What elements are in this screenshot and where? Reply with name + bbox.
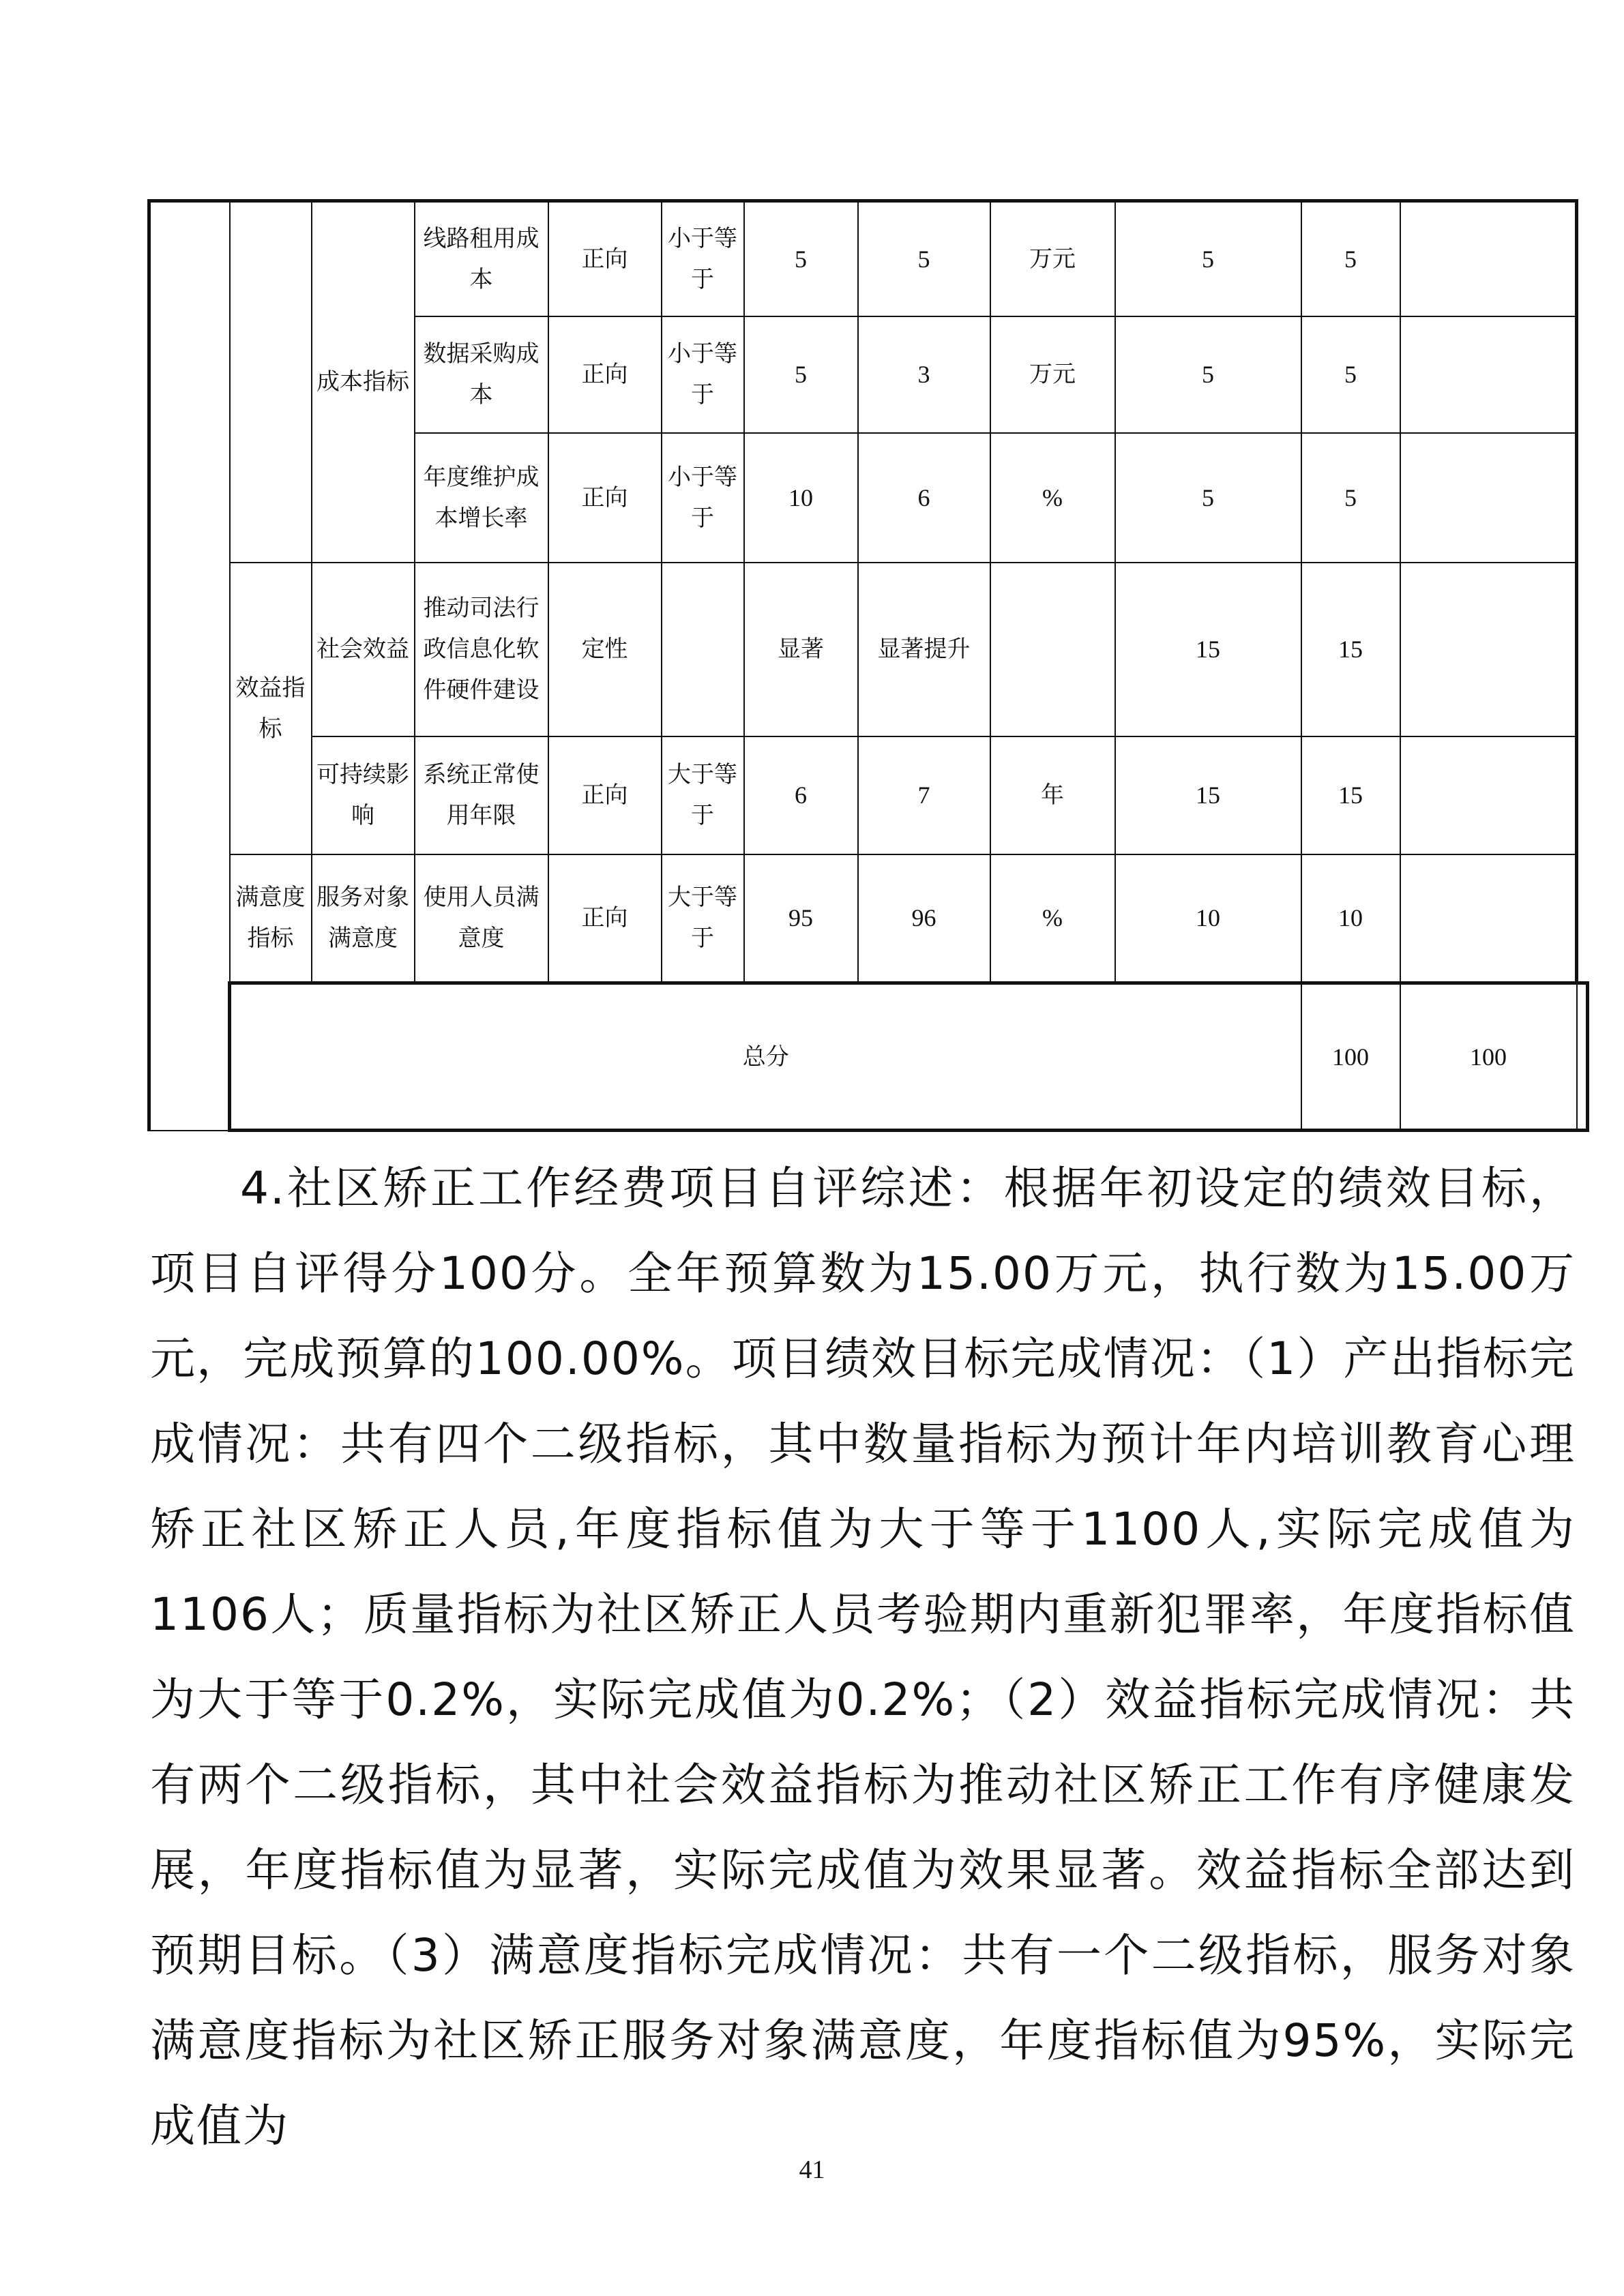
- indicator-comparator: 大于等于: [662, 854, 744, 983]
- level1-output-cell: [230, 201, 312, 563]
- weight: 5: [1115, 433, 1301, 563]
- table-row-total: [149, 983, 1588, 1131]
- level1-benefit-indicator: 效益指标: [230, 563, 312, 854]
- actual-value: 7: [858, 736, 990, 854]
- score: 5: [1301, 316, 1400, 433]
- actual-value: 96: [858, 854, 990, 983]
- actual-value: 显著提升: [858, 563, 990, 736]
- total-note: [1577, 983, 1588, 1131]
- actual-value: 5: [858, 201, 990, 316]
- note: [1400, 433, 1577, 563]
- table-row: [149, 736, 1588, 854]
- weight: 15: [1115, 736, 1301, 854]
- indicator-direction: 正向: [548, 316, 662, 433]
- level2-indicator: 可持续影响: [312, 736, 415, 854]
- actual-value: 3: [858, 316, 990, 433]
- indicator-name: 线路租用成本: [415, 201, 548, 316]
- indicator-name: 数据采购成本: [415, 316, 548, 433]
- indicator-comparator: 小于等于: [662, 201, 744, 316]
- level2-cost-indicator: 成本指标: [312, 201, 415, 563]
- level2-indicator: 服务对象满意度: [312, 854, 415, 983]
- page-number: 41: [799, 2156, 825, 2184]
- total-score: 100: [1400, 983, 1577, 1131]
- total-label: 总分: [230, 983, 1301, 1131]
- unit: 年: [990, 736, 1115, 854]
- note: [1400, 854, 1577, 983]
- unit: [990, 563, 1115, 736]
- level2-indicator: 社会效益: [312, 563, 415, 736]
- unit: %: [990, 433, 1115, 563]
- table-row: [149, 563, 1588, 736]
- indicator-comparator: 大于等于: [662, 736, 744, 854]
- note: [1400, 316, 1577, 433]
- weight: 5: [1115, 316, 1301, 433]
- weight: 15: [1115, 563, 1301, 736]
- indicator-direction: 定性: [548, 563, 662, 736]
- indicator-comparator: 小于等于: [662, 316, 744, 433]
- total-weight: 100: [1301, 983, 1400, 1131]
- unit: 万元: [990, 316, 1115, 433]
- note: [1400, 201, 1577, 316]
- score: 15: [1301, 736, 1400, 854]
- target-value: 5: [744, 201, 858, 316]
- indicator-name: 系统正常使用年限: [415, 736, 548, 854]
- indicator-name: 使用人员满意度: [415, 854, 548, 983]
- weight: 10: [1115, 854, 1301, 983]
- indicator-direction: 正向: [548, 201, 662, 316]
- target-value: 6: [744, 736, 858, 854]
- table-row: [149, 854, 1588, 983]
- indicator-direction: 正向: [548, 854, 662, 983]
- indicator-name: 推动司法行政信息化软件硬件建设: [415, 563, 548, 736]
- performance-indicator-table: [147, 199, 1589, 1132]
- level1-satisfaction-indicator: 满意度指标: [230, 854, 312, 983]
- indicator-comparator: 小于等于: [662, 433, 744, 563]
- score: 5: [1301, 201, 1400, 316]
- indicator-direction: 正向: [548, 736, 662, 854]
- level1-category-cell: [149, 201, 230, 1131]
- unit: 万元: [990, 201, 1115, 316]
- score: 10: [1301, 854, 1400, 983]
- project-self-evaluation-summary: 4.社区矫正工作经费项目自评综述：根据年初设定的绩效目标，项目自评得分100分。全年预算数为15.00万元，执行数为15.00万元，完成预算的100.00%。项目绩效目标完成情况：（1）产出指标完成情况：共有四个二级指标，其中数量指标为预计年内培训教育心理矫正社区矫正人员,年度指标值为大于等于1100人,实际完成值为1106人；质量指标为社区矫正人员考验期内重新犯罪率，年度指标值为大于等于0.2%，实际完成值为0.2%；（2）效益指标完成情况：共有两个二级指标，其中社会效益指标为推动社区矫正工作有序健康发展，年度指标值为显著，实际完成值为效果显著。效益指标全部达到预期目标。（3）满意度指标完成情况：共有一个二级指标，服务对象满意度指标为社区矫正服务对象满意度，年度指标值为95%，实际完成值为: [150, 1162, 1576, 2152]
- actual-value: 6: [858, 433, 990, 563]
- note: [1400, 736, 1577, 854]
- indicator-direction: 正向: [548, 433, 662, 563]
- note: [1400, 563, 1577, 736]
- score: 5: [1301, 433, 1400, 563]
- indicator-name: 年度维护成本增长率: [415, 433, 548, 563]
- target-value: 5: [744, 316, 858, 433]
- table-row: [149, 201, 1588, 316]
- unit: %: [990, 854, 1115, 983]
- indicator-comparator: [662, 563, 744, 736]
- weight: 5: [1115, 201, 1301, 316]
- target-value: 显著: [744, 563, 858, 736]
- target-value: 95: [744, 854, 858, 983]
- target-value: 10: [744, 433, 858, 563]
- score: 15: [1301, 563, 1400, 736]
